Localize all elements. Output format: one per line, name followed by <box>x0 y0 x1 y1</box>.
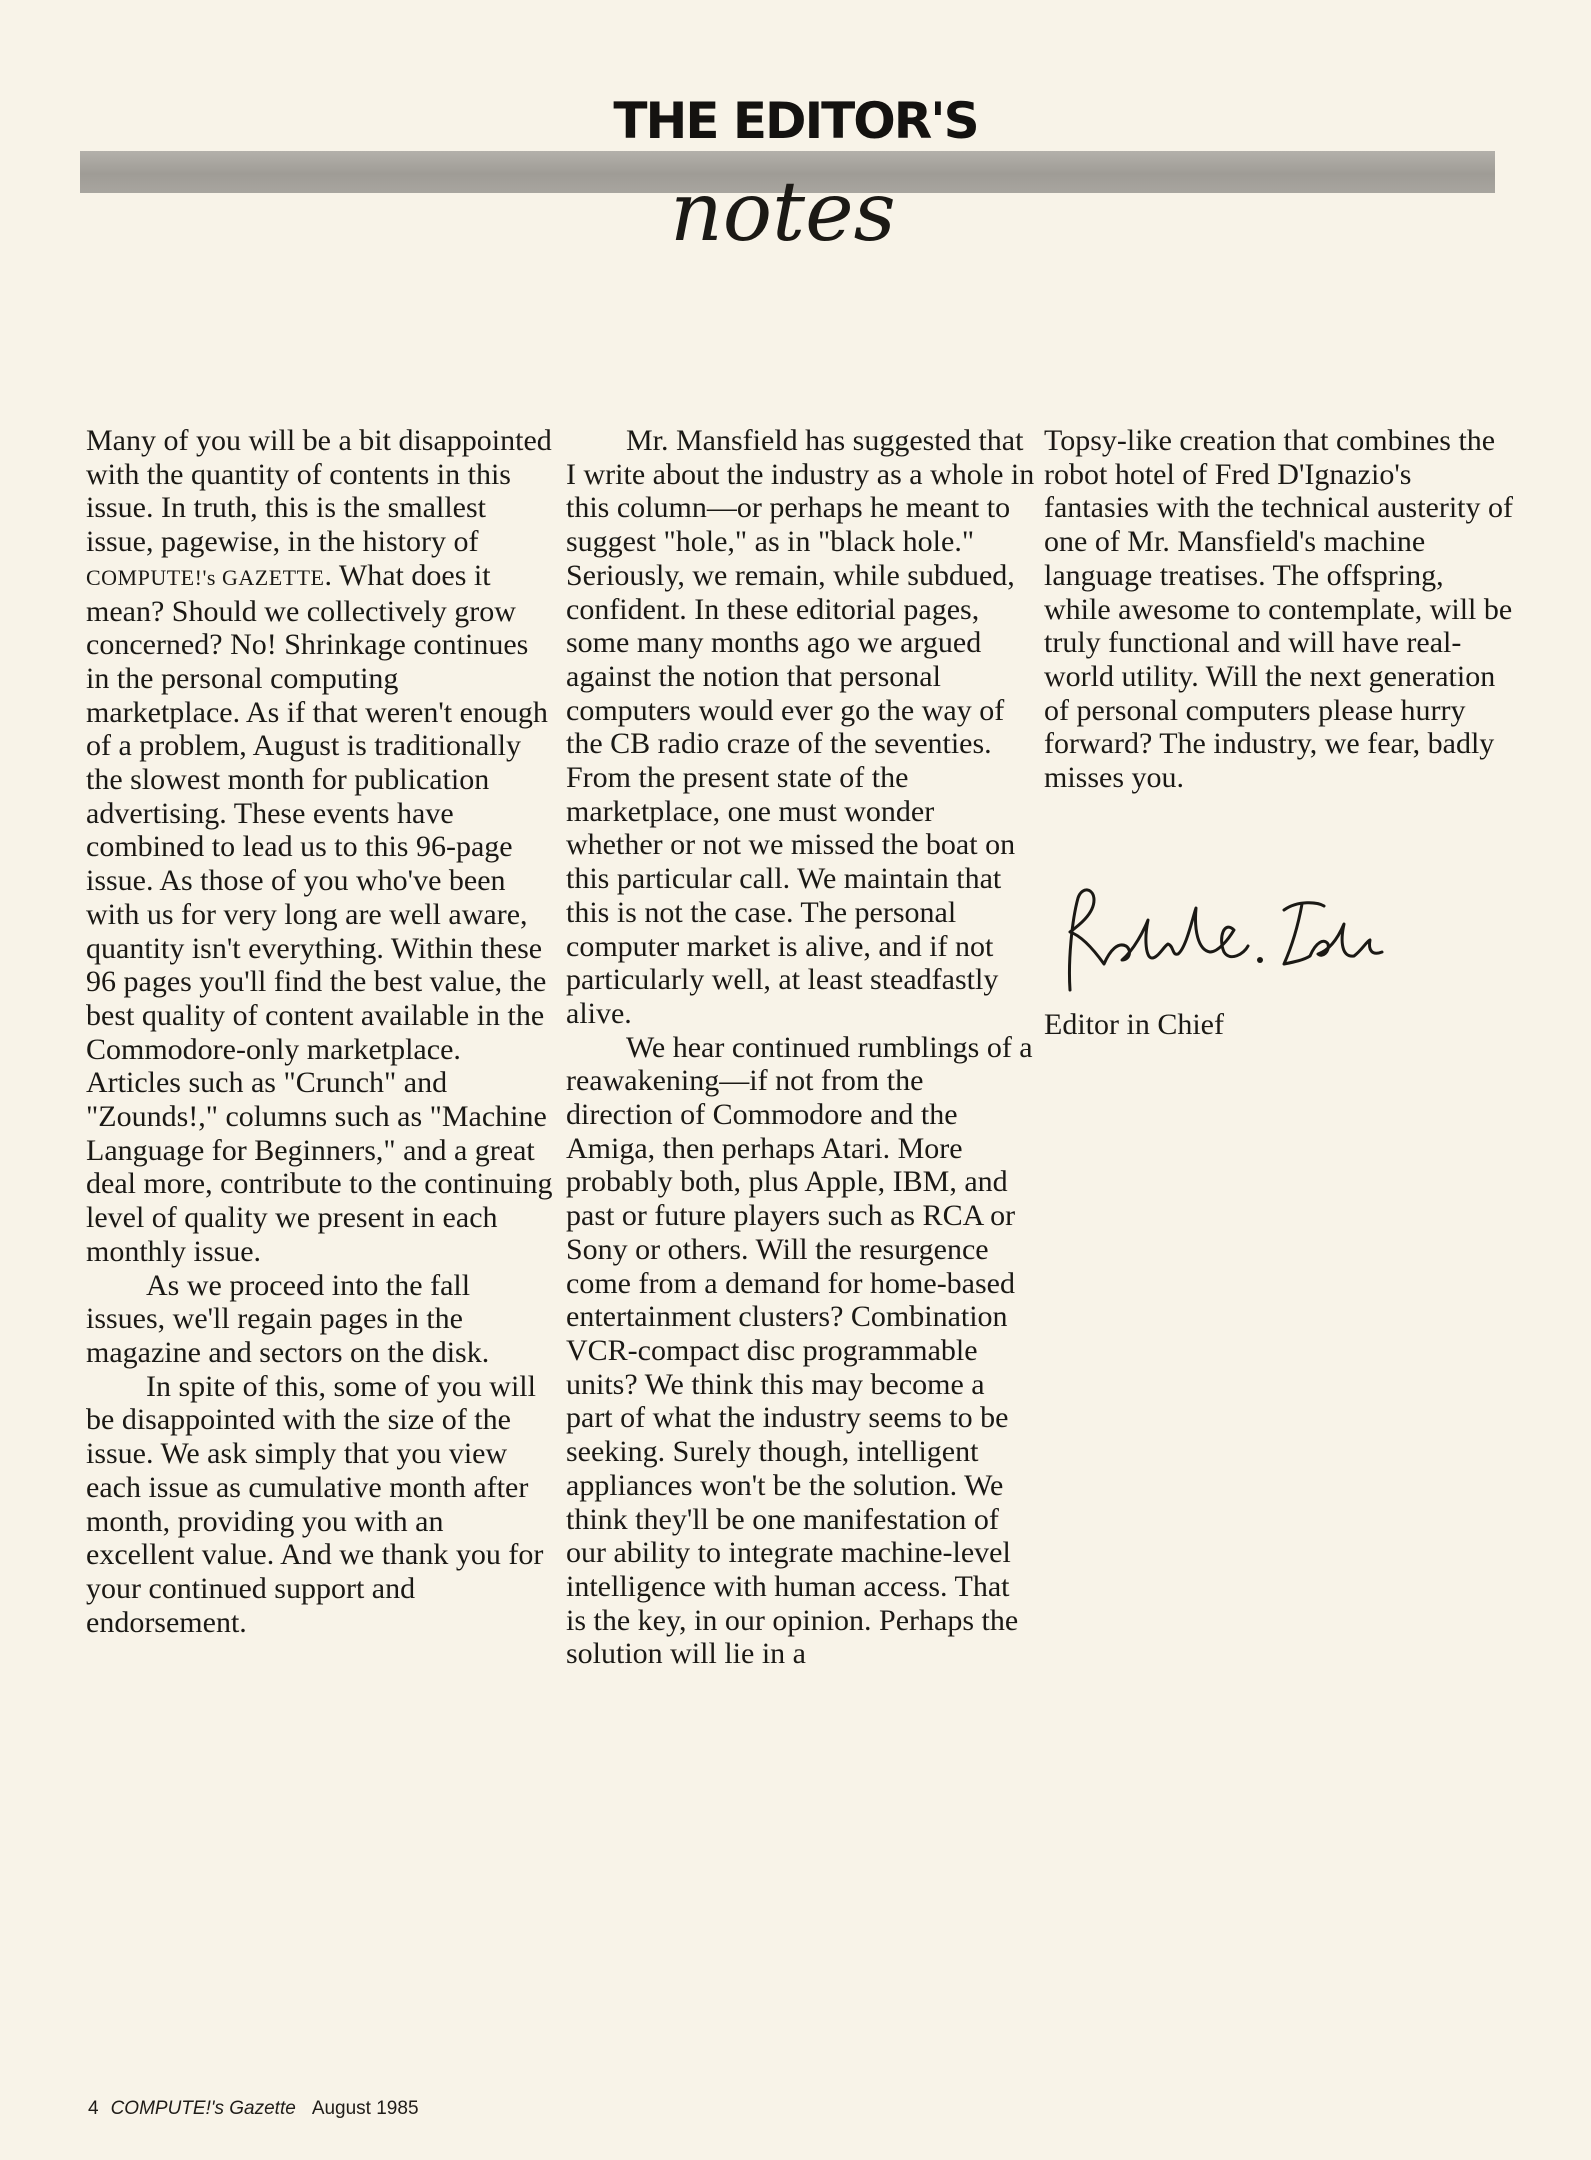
page-title: THE EDITOR'S <box>613 92 978 150</box>
paragraph: We hear continued rumblings of a reawakening—if not from the direction of Commodore and the Amiga, then perhaps Atari. More probably both, plus Apple, IBM, and past or future players such as RCA or Sony or others. Will the resurgence come from a demand for home-based entertainment clusters? Combination VCR-compact disc programmable units? We think this may become a part of what the industry seems to be seeking. Surely though, intelligent appliances won't be the solution. We think they'll be one manifestation of our ability to integrate machine-level intelligence with human access. That is the key, in our opinion. Perhaps the solution will lie in a <box>566 1030 1033 1671</box>
paragraph: In spite of this, some of you will be disappointed with the size of the issue. We ask simply that you view each issue as cumulative month after month, providing you with an excellent value. And we thank you for your continued support and endorsement. <box>86 1369 544 1639</box>
article-column-2 <box>566 424 1036 1671</box>
article-column-1 <box>86 424 556 1639</box>
footer-date: August 1985 <box>311 2098 419 2119</box>
signature-title: Editor in Chief <box>1044 1008 1224 1041</box>
signature-image <box>1048 880 1388 1010</box>
paragraph: Mr. Mansfield has suggested that I write about the industry as a whole in this column—or perhaps he meant to suggest "hole," as in "black hole." Seriously, we remain, while subdued, confident. In these editorial pages, some many months ago we argued against the notion that personal computers would ever go the way of the CB radio craze of the seventies. From the present state of the marketplace, one must wonder whether or not we missed the boat on this particular call. We maintain that this is not the case. The personal computer market is alive, and if not particularly well, at least steadfastly alive. <box>566 424 1035 1030</box>
paragraph: Many of you will be a bit disappointed with the quantity of contents in this issue. In truth, this is the smallest issue, pagewise, in the history of COMPUTE!'s GAZETTE. What does it mean? Should we collectively grow concerned? No! Shrinkage continues in the personal computing marketplace. As if that weren't enough of a problem, August is traditionally the slowest month for publication advertising. These events have combined to lead us to this 96-page issue. As those of you who've been with us for very long are well aware, quantity isn't everything. Within these 96 pages you'll find the best value, the best quality of content available in the Commodore-only marketplace. Articles such as "Crunch" and "Zounds!," columns such as "Machine Language for Beginners," and a great deal more, contribute to the continuing level of quality we present in each monthly issue. <box>86 424 553 1268</box>
paragraph: As we proceed into the fall issues, we'll regain pages in the magazine and sectors on the disk. <box>86 1268 490 1369</box>
notes-script-logo <box>660 168 940 268</box>
page-footer <box>88 2098 419 2120</box>
notes-script-text: notes <box>670 168 896 260</box>
paragraph: Topsy-like creation that combines the robot hotel of Fred D'Ignazio's fantasies with the technical austerity of one of Mr. Mansfield's machine language treatises. The offspring, while awesome to contemplate, will be truly functional and will have real-world utility. Will the next generation of personal computers please hurry forward? The industry, we fear, badly misses you. <box>1044 424 1513 795</box>
magazine-name: COMPUTE!'s GAZETTE <box>86 564 325 590</box>
footer-magazine: COMPUTE!'s Gazette <box>110 2098 296 2119</box>
article-column-3 <box>1044 424 1514 795</box>
page-number: 4 <box>88 2098 99 2119</box>
